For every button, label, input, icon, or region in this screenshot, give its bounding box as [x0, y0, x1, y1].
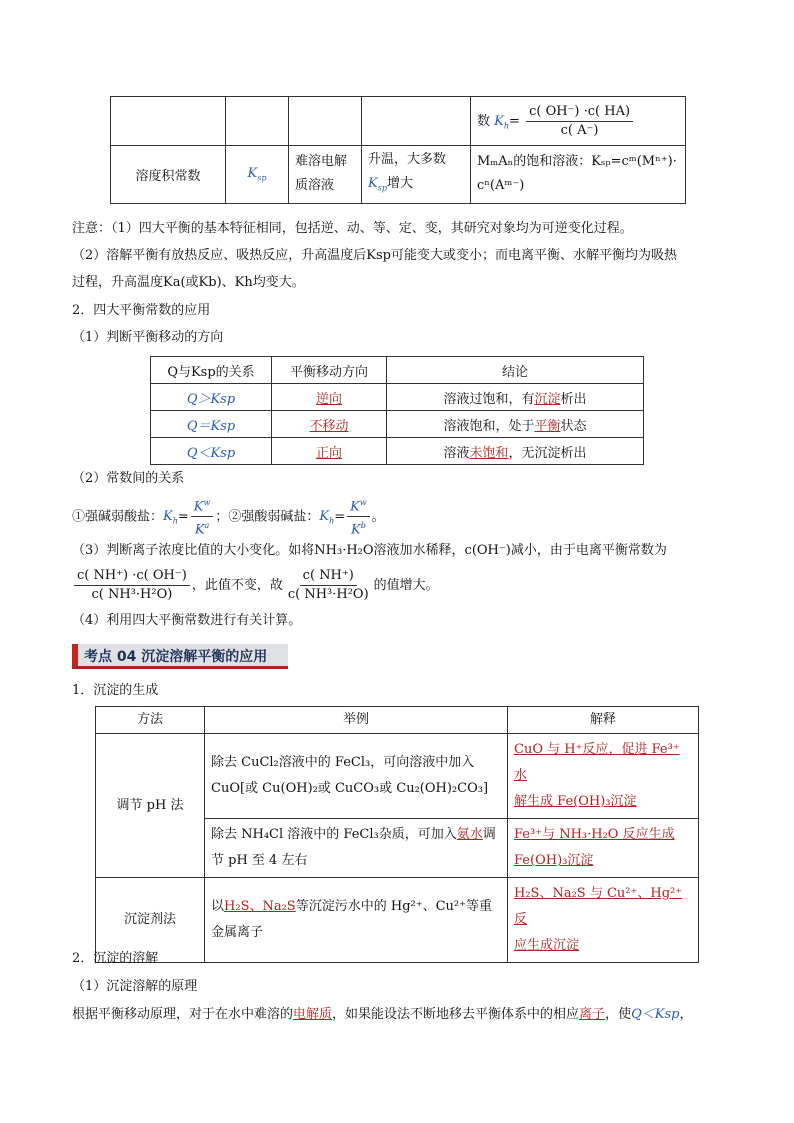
- precipitation-table: [95, 706, 699, 963]
- ratio-fraction: [74, 567, 190, 604]
- conclusion-text: 溶液过饱和，有: [443, 391, 535, 407]
- column-header: 解释: [508, 707, 699, 734]
- column-header: 平衡移动方向: [272, 357, 387, 384]
- ksp-symbol-cell: [226, 146, 289, 204]
- example-text: 除去 NH₄Cl 溶液中的 FeCl₃杂质，可加入: [211, 827, 457, 842]
- explanation-line: CuO 与 H⁺反应，促进 Fe³⁺水: [514, 742, 680, 783]
- kh-symbol: K: [319, 509, 330, 525]
- conclusion-text: ，无沉淀析出: [508, 445, 587, 461]
- table-cell: [362, 97, 471, 146]
- example-line: 除去 CuCl₂溶液中的 FeCl₃，可向溶液中加入: [211, 755, 475, 770]
- conclusion-text: 状态: [560, 418, 587, 434]
- table-row: [111, 97, 686, 146]
- constants-relation-line: ①强碱弱酸盐：$K_h=$ $\frac{K^w}{K^a}$ ；②强酸弱碱盐：$K_h=$ $\frac{K^w}{K^b}$ 。: [72, 494, 732, 534]
- equilibrium-shift-table: [150, 356, 644, 465]
- explanation-cell: [508, 819, 699, 878]
- body-text: ，: [679, 1007, 693, 1022]
- kh-symbol: K: [494, 113, 504, 129]
- table-header-row: [96, 707, 699, 734]
- equals-sign: =: [509, 113, 520, 129]
- topic-heading: [72, 644, 288, 669]
- body-highlight: 离子: [579, 1007, 606, 1022]
- kw-sup: w: [203, 498, 211, 507]
- kh-numerator: c( OH⁻) ·c( HA): [526, 103, 633, 122]
- conclusion-cell: [387, 411, 644, 438]
- heading-text: 考点 04 沉淀溶解平衡的应用: [84, 649, 268, 665]
- direction-cell: 逆向: [315, 391, 342, 407]
- kh-symbol: K: [163, 509, 173, 525]
- scope-line: 质溶液: [295, 178, 335, 194]
- kh-denominator: c( A⁻): [560, 122, 599, 138]
- expr-line: MₘAₙ的饱和溶液：Kₛₚ=cᵐ(Mⁿ⁺)·: [477, 154, 677, 170]
- ratio-fraction: [285, 567, 372, 604]
- subsection-title: （1）沉淀溶解的原理: [72, 979, 198, 994]
- heading-marker: [72, 644, 78, 666]
- effect-line: 升温，大多数: [368, 152, 447, 167]
- conclusion-text: 溶液: [443, 445, 470, 461]
- subsection-title: （2）常数间的关系: [72, 471, 185, 486]
- table-row: [151, 411, 644, 438]
- kh-sub: h: [172, 516, 178, 526]
- subsection-title: （1）判断平衡移动的方向: [72, 330, 224, 345]
- table-cell: [226, 97, 289, 146]
- table-cell: [111, 97, 226, 146]
- explanation-line: 应生成沉淀: [514, 938, 580, 953]
- table-row: [111, 146, 686, 204]
- kw-over-ka: [191, 494, 214, 540]
- ksp-effect-cell: [362, 146, 471, 204]
- explanation-line: Fe³⁺与 NH₃·H₂O 反应生成: [514, 827, 675, 842]
- kw-symbol: K: [193, 499, 204, 515]
- kw-sup: w: [359, 498, 367, 507]
- conclusion-highlight: 平衡: [534, 418, 561, 434]
- ksp-scope-cell: [289, 146, 362, 204]
- body-text: ，使: [605, 1007, 632, 1022]
- table-row: [96, 734, 699, 819]
- conclusion-cell: [387, 438, 644, 465]
- body-text: 根据平衡移动原理，对于在水中难溶的: [72, 1007, 294, 1022]
- kb-sup: b: [360, 521, 366, 531]
- subsection-text: （4）利用四大平衡常数进行有关计算。: [72, 613, 302, 628]
- note-line: （2）溶解平衡有放热反应、吸热反应，升高温度后Ksp可能变大或变小；而电离平衡、水解平衡均为吸热: [72, 248, 677, 263]
- ratio-denominator: c( NH³·H²O): [91, 587, 173, 602]
- relation-text: ①强碱弱酸盐：: [72, 509, 164, 525]
- direction-cell: 不移动: [309, 418, 349, 434]
- section-title: 2．沉淀的溶解: [72, 951, 159, 966]
- body-formula: Q＜Ksp: [631, 1007, 680, 1022]
- example-line: 节 pH 至 4 左右: [211, 853, 308, 868]
- column-header: 方法: [96, 707, 205, 734]
- section-title: 1．沉淀的生成: [72, 683, 159, 698]
- relation-text: 。: [371, 509, 385, 525]
- relation-text: ；②强酸弱碱盐：: [215, 509, 320, 525]
- example-cell: [205, 819, 508, 878]
- conclusion-cell: [387, 384, 644, 411]
- kh-fraction: [526, 103, 633, 140]
- ratio-text: ，此值不变，故: [191, 578, 283, 593]
- effect-k-sub: sp: [377, 183, 387, 193]
- table-row: [151, 384, 644, 411]
- direction-cell: 正向: [315, 445, 342, 461]
- ratio-numerator: c( NH⁺) ·c( OH⁻): [74, 567, 190, 586]
- ksp-expression-cell: [471, 146, 686, 204]
- method-cell: 沉淀剂法: [96, 878, 205, 963]
- conclusion-text: 析出: [560, 391, 587, 407]
- ratio-numerator: c( NH⁺): [300, 567, 357, 586]
- ksp-sub: sp: [257, 173, 267, 183]
- ratio-denominator: c( NH³·H²O): [287, 587, 369, 602]
- expr-line: cⁿ(Aᵐ⁻): [477, 178, 525, 194]
- relation-cell: Q＜Ksp: [151, 438, 272, 465]
- ka-symbol: K: [194, 522, 205, 538]
- body-line: [72, 1002, 732, 1028]
- table-row: [151, 438, 644, 465]
- subsection-text: （3）判断离子浓度比值的大小变化。如将NH₃·H₂O溶液加水稀释，c(OH⁻)减小，由于电离平衡常数为: [72, 543, 667, 558]
- scope-line: 难溶电解: [295, 154, 348, 170]
- explanation-cell: [508, 734, 699, 819]
- ksp-name: 溶度积常数: [111, 146, 226, 204]
- note-line: 注意：（1）四大平衡的基本特征相同，包括逆、动、等、定、变，其研究对象均为可逆变化过程。: [72, 221, 633, 236]
- constants-table: [110, 96, 686, 204]
- relation-cell: Q＞Ksp: [151, 384, 272, 411]
- ka-sup: a: [204, 521, 210, 531]
- kh-prefix: 数: [477, 113, 491, 129]
- relation-cell: Q＝Ksp: [151, 411, 272, 438]
- conclusion-highlight: 未饱和: [469, 445, 509, 461]
- column-header: 举例: [205, 707, 508, 734]
- explanation-line: H₂S、Na₂S 与 Cu²⁺、Hg²⁺反: [514, 886, 683, 927]
- conclusion-text: 溶液饱和，处于: [443, 418, 535, 434]
- kh-sub: h: [503, 121, 510, 131]
- method-cell: 调节 pH 法: [96, 734, 205, 878]
- example-cell: [205, 734, 508, 819]
- body-text: ，如果能设法不断地移去平衡体系中的相应: [332, 1007, 580, 1022]
- kw-symbol: K: [350, 499, 360, 515]
- table-header-row: [151, 357, 644, 384]
- explanation-line: 解生成 Fe(OH)₃沉淀: [514, 794, 637, 809]
- example-line: CuO[或 Cu(OH)₂或 CuCO₃或 Cu₂(OH)₂CO₃]: [211, 781, 489, 796]
- kw-over-kb: [347, 494, 370, 540]
- effect-k: K: [368, 176, 378, 191]
- example-highlight: 氨水: [456, 827, 483, 842]
- section-title: 2．四大平衡常数的应用: [72, 303, 211, 318]
- column-header: Q与Ksp的关系: [151, 357, 272, 384]
- table-cell: [289, 97, 362, 146]
- ratio-line: [72, 566, 732, 608]
- conclusion-highlight: 沉淀: [534, 391, 561, 407]
- body-highlight: 电解质: [293, 1007, 333, 1022]
- kh-expression-cell: [471, 97, 686, 146]
- example-text: 以: [211, 899, 225, 914]
- kh-sub: h: [329, 516, 335, 526]
- ksp-symbol: K: [247, 166, 258, 181]
- kb-symbol: K: [351, 522, 361, 538]
- ratio-text: 的值增大。: [373, 578, 439, 593]
- example-line: 金属离子: [211, 925, 264, 940]
- column-header: 结论: [387, 357, 644, 384]
- explanation-line: Fe(OH)₃沉淀: [514, 853, 594, 868]
- example-highlight: H₂S、Na₂S: [224, 899, 296, 914]
- effect-tail: 增大: [386, 176, 413, 191]
- note-line: 过程，升高温度Ka(或Kb)、Kh均变大。: [72, 275, 305, 290]
- example-text: 等沉淀污水中的 Hg²⁺、Cu²⁺等重: [295, 899, 492, 914]
- example-text: 调: [482, 827, 496, 842]
